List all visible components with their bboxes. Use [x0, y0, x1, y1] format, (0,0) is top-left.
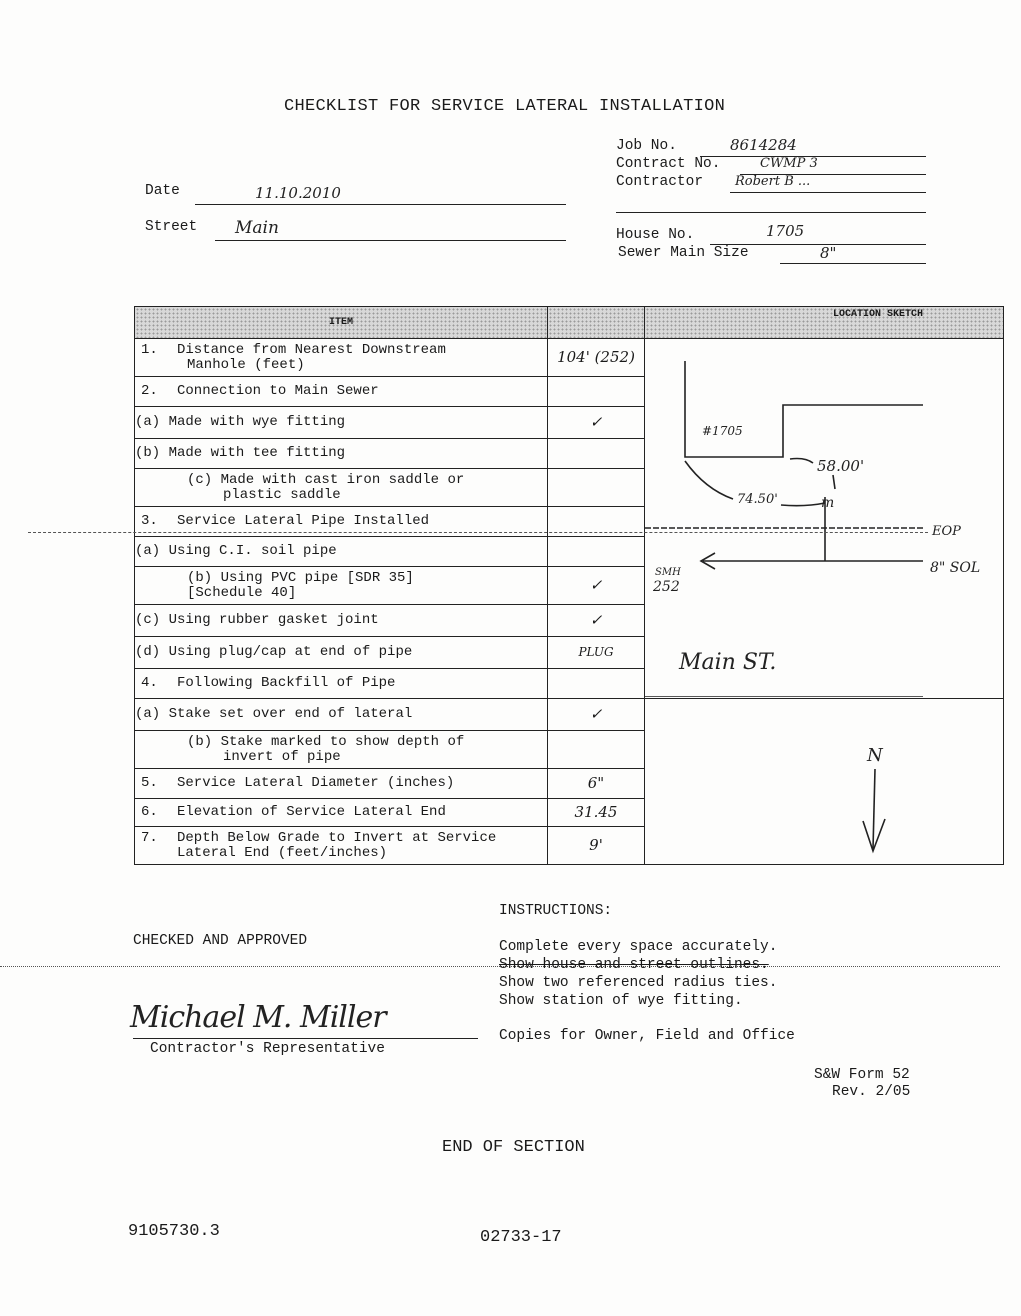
date-field[interactable]: 11.10.2010: [255, 184, 341, 202]
svg-text:N: N: [867, 745, 883, 766]
street-field[interactable]: Main: [235, 218, 279, 238]
street-underline: [215, 240, 566, 241]
document-code: 9105730.3: [128, 1222, 220, 1241]
section-page-number: 02733-17: [480, 1228, 562, 1247]
date-label: Date: [145, 183, 180, 199]
row-4-value[interactable]: [548, 669, 645, 699]
table-row: 1. Distance from Nearest Downstream Manhole (feet) 104' (252) #1705 58.00' 74.50' m SMH 252 Main ST.: [135, 339, 1004, 377]
row-4a-value[interactable]: ✓: [548, 699, 645, 731]
signature[interactable]: Michael M. Miller: [130, 1000, 386, 1035]
instruction-line: Complete every space accurately.: [499, 939, 778, 955]
svg-text:74.50': 74.50': [737, 492, 778, 507]
svg-text:58.00': 58.00': [817, 457, 865, 475]
row-3d-value[interactable]: PLUG: [548, 637, 645, 669]
form-revision: Rev. 2/05: [832, 1084, 911, 1100]
north-arrow-area: [645, 699, 1004, 865]
row-3a-value[interactable]: [548, 537, 645, 567]
copies-note: Copies for Owner, Field and Office: [499, 1028, 795, 1044]
item-column-header: ITEM: [135, 307, 548, 339]
location-sketch-area: [645, 339, 1004, 699]
checked-approved-heading: CHECKED AND APPROVED: [133, 933, 308, 949]
form-number: S&W Form 52: [814, 1067, 910, 1083]
tie-arc-1: [685, 461, 733, 499]
house-no-field[interactable]: 1705: [766, 222, 805, 240]
street-label: Street: [145, 219, 198, 235]
north-arrow-icon: [645, 699, 923, 875]
scan-fold-line: [28, 532, 928, 533]
form-title: CHECKLIST FOR SERVICE LATERAL INSTALLATION: [284, 97, 726, 116]
checklist-table: ITEM LOCATION SKETCH 1. Distance from Nearest Downstream Manhole (feet) 104' (252) #1705 58.00' 74.50' m SMH 252 Main ST. 2. Connection to Main Sewer (a) Made with wye fitting ✓ (b) Made with tee fitting (c) Made with cast iron saddle or plastic saddle 3. Service Lateral Pipe Installed (a) Using C.I. soil pipe (b) Using PVC pipe [SDR 35] [Schedule 40] ✓ (c) Using rubber gasket joint ✓ (d) Using plug/cap at end of pipe PLUG 4. Following Backfill of Pipe (a) Stake set over end of lateral ✓ N (b) Stake marked to show depth of invert of pipe 5. Service Lateral Diameter (inches) 6" 6. Elevation of Service Lateral End 31.45 7. Depth Below Grade to Invert at Service Lateral End (feet/inches) 9': [134, 306, 1004, 865]
row-4b-value[interactable]: [548, 731, 645, 769]
contract-no-field[interactable]: CWMP 3: [760, 156, 818, 171]
location-sketch-drawing: [645, 339, 923, 697]
row-2c-value[interactable]: [548, 469, 645, 507]
sewer-main-size-field[interactable]: 8": [820, 244, 837, 262]
signature-line: [133, 1038, 478, 1039]
instruction-line: Show house and street outlines.: [499, 957, 769, 973]
date-underline: [195, 204, 566, 205]
contractor-field[interactable]: Robert B ...: [735, 174, 811, 189]
sewer-main-size-underline: [780, 263, 926, 264]
row-3c-value[interactable]: ✓: [548, 605, 645, 637]
contract-no-label: Contract No.: [616, 156, 721, 172]
sewer-main-label: 8" SOL: [930, 560, 981, 576]
value-column-header: [548, 307, 645, 339]
instructions-heading: INSTRUCTIONS:: [499, 903, 613, 919]
svg-text:252: 252: [653, 579, 680, 595]
signature-label: Contractor's Representative: [150, 1041, 385, 1057]
location-sketch-header: LOCATION SKETCH: [645, 307, 1004, 339]
svg-text:SMH: SMH: [655, 567, 681, 578]
row-6-value[interactable]: 31.45: [548, 799, 645, 827]
contractor-label: Contractor: [616, 174, 704, 190]
svg-text:Main ST.: Main ST.: [679, 650, 777, 675]
row-3b-value[interactable]: ✓: [548, 567, 645, 605]
instruction-line: Show station of wye fitting.: [499, 993, 743, 1009]
job-no-label: Job No.: [616, 138, 677, 154]
svg-text:#1705: #1705: [702, 424, 743, 438]
job-no-field[interactable]: 8614284: [730, 136, 797, 154]
contractor-underline: [730, 192, 926, 193]
house-no-label: House No.: [616, 227, 695, 243]
row-1-value[interactable]: 104' (252): [548, 339, 645, 377]
row-7-value[interactable]: 9': [548, 827, 645, 865]
house-outline: [685, 361, 923, 457]
row-2a-value[interactable]: ✓: [548, 407, 645, 439]
sewer-main-size-label: Sewer Main Size: [618, 245, 749, 261]
row-2b-value[interactable]: [548, 439, 645, 469]
svg-text:m: m: [821, 495, 835, 511]
instruction-line: Show two referenced radius ties.: [499, 975, 778, 991]
eop-label: EOP: [932, 524, 961, 539]
end-of-section: END OF SECTION: [442, 1138, 585, 1157]
blank-underline: [616, 212, 926, 213]
row-5-value[interactable]: 6": [548, 769, 645, 799]
row-2-value[interactable]: [548, 377, 645, 407]
